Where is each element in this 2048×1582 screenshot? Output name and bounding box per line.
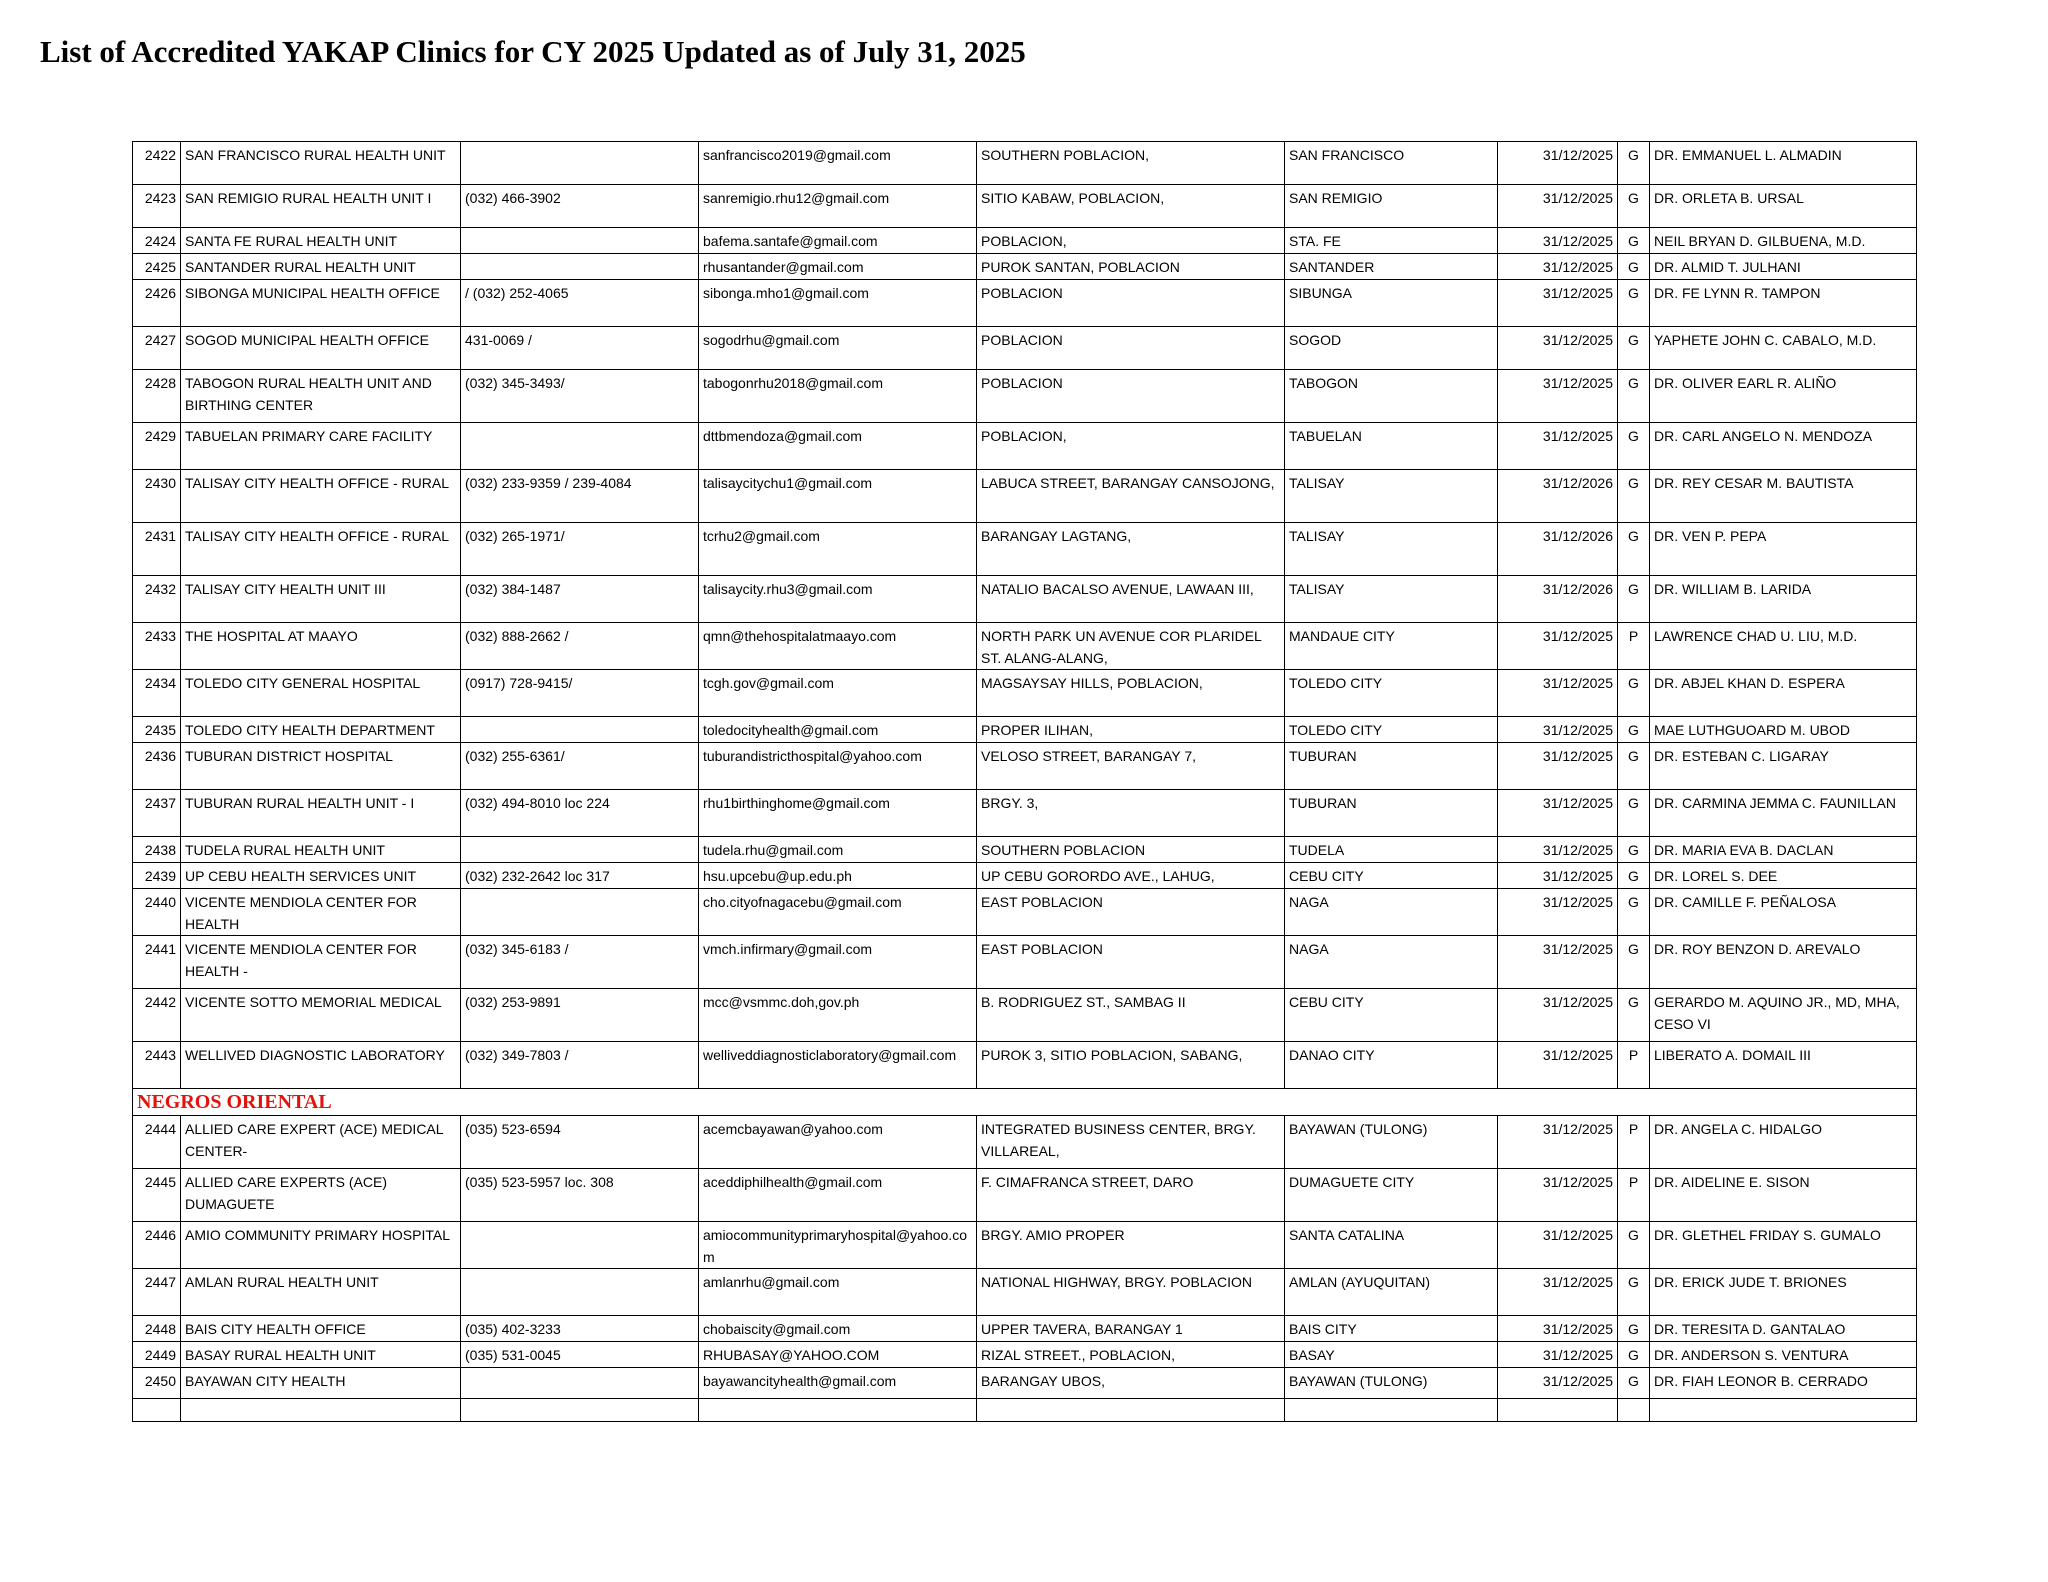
clinic-phone bbox=[461, 717, 699, 743]
clinic-email: qmn@thehospitalatmaayo.com bbox=[699, 623, 977, 670]
clinic-address: UPPER TAVERA, BARANGAY 1 bbox=[977, 1316, 1285, 1342]
clinic-name: BAYAWAN CITY HEALTH bbox=[181, 1368, 461, 1399]
facility-type: G bbox=[1618, 423, 1650, 470]
table-row bbox=[133, 790, 1917, 837]
table-row bbox=[133, 142, 1917, 185]
clinic-address: SITIO KABAW, POBLACION, bbox=[977, 185, 1285, 228]
accreditation-date: 31/12/2025 bbox=[1498, 142, 1618, 185]
clinic-email: toledocityhealth@gmail.com bbox=[699, 717, 977, 743]
clinic-phone: (032) 384-1487 bbox=[461, 576, 699, 623]
clinic-city: SAN REMIGIO bbox=[1285, 185, 1498, 228]
accreditation-date: 31/12/2025 bbox=[1498, 790, 1618, 837]
clinic-phone: (032) 253-9891 bbox=[461, 989, 699, 1042]
clinic-address: POBLACION bbox=[977, 327, 1285, 370]
clinic-number: 2438 bbox=[133, 837, 181, 863]
facility-type: G bbox=[1618, 936, 1650, 989]
clinic-name: TABUELAN PRIMARY CARE FACILITY bbox=[181, 423, 461, 470]
clinic-email: dttbmendoza@gmail.com bbox=[699, 423, 977, 470]
clinic-name: ALLIED CARE EXPERT (ACE) MEDICAL CENTER- bbox=[181, 1116, 461, 1169]
clinic-phone bbox=[461, 254, 699, 280]
clinic-name: VICENTE MENDIOLA CENTER FOR HEALTH - bbox=[181, 936, 461, 989]
facility-type: G bbox=[1618, 863, 1650, 889]
clinic-email: bafema.santafe@gmail.com bbox=[699, 228, 977, 254]
facility-type: G bbox=[1618, 670, 1650, 717]
clinic-city: TUBURAN bbox=[1285, 743, 1498, 790]
clinic-city: BAYAWAN (TULONG) bbox=[1285, 1116, 1498, 1169]
clinic-email: sanfrancisco2019@gmail.com bbox=[699, 142, 977, 185]
clinic-number: 2436 bbox=[133, 743, 181, 790]
facility-type: G bbox=[1618, 470, 1650, 523]
clinic-number: 2441 bbox=[133, 936, 181, 989]
clinic-city: BAIS CITY bbox=[1285, 1316, 1498, 1342]
table-row bbox=[133, 523, 1917, 576]
clinic-phone: (032) 888-2662 / bbox=[461, 623, 699, 670]
clinic-phone: 431-0069 / bbox=[461, 327, 699, 370]
facility-head: DR. ANDERSON S. VENTURA bbox=[1650, 1342, 1917, 1368]
clinic-city: SIBUNGA bbox=[1285, 280, 1498, 327]
accreditation-date: 31/12/2025 bbox=[1498, 1269, 1618, 1316]
facility-type: G bbox=[1618, 228, 1650, 254]
table-row bbox=[133, 185, 1917, 228]
accreditation-date: 31/12/2025 bbox=[1498, 1222, 1618, 1269]
clinic-phone: (032) 255-6361/ bbox=[461, 743, 699, 790]
clinic-name: TUBURAN DISTRICT HOSPITAL bbox=[181, 743, 461, 790]
accreditation-date: 31/12/2026 bbox=[1498, 576, 1618, 623]
clinic-city: BASAY bbox=[1285, 1342, 1498, 1368]
clinic-name: THE HOSPITAL AT MAAYO bbox=[181, 623, 461, 670]
clinic-number: 2447 bbox=[133, 1269, 181, 1316]
clinic-name: WELLIVED DIAGNOSTIC LABORATORY bbox=[181, 1042, 461, 1089]
clinics-rows-negros-oriental bbox=[133, 1116, 1917, 1399]
clinic-name: SAN FRANCISCO RURAL HEALTH UNIT bbox=[181, 142, 461, 185]
facility-type: P bbox=[1618, 1169, 1650, 1222]
facility-head: LAWRENCE CHAD U. LIU, M.D. bbox=[1650, 623, 1917, 670]
clinic-city: SANTA CATALINA bbox=[1285, 1222, 1498, 1269]
facility-type: G bbox=[1618, 142, 1650, 185]
facility-head: DR. MARIA EVA B. DACLAN bbox=[1650, 837, 1917, 863]
clinic-number: 2443 bbox=[133, 1042, 181, 1089]
facility-head: DR. CARMINA JEMMA C. FAUNILLAN bbox=[1650, 790, 1917, 837]
clinic-number: 2437 bbox=[133, 790, 181, 837]
clinic-city: TABUELAN bbox=[1285, 423, 1498, 470]
clinic-number: 2435 bbox=[133, 717, 181, 743]
clinic-number: 2449 bbox=[133, 1342, 181, 1368]
clinic-number: 2426 bbox=[133, 280, 181, 327]
accreditation-date: 31/12/2026 bbox=[1498, 523, 1618, 576]
clinic-city: DANAO CITY bbox=[1285, 1042, 1498, 1089]
table-row bbox=[133, 1169, 1917, 1222]
clinic-number: 2442 bbox=[133, 989, 181, 1042]
facility-head: GERARDO M. AQUINO JR., MD, MHA, CESO VI bbox=[1650, 989, 1917, 1042]
facility-type: G bbox=[1618, 327, 1650, 370]
clinic-phone: (032) 349-7803 / bbox=[461, 1042, 699, 1089]
clinic-phone: (035) 523-5957 loc. 308 bbox=[461, 1169, 699, 1222]
facility-type: G bbox=[1618, 989, 1650, 1042]
facility-type: G bbox=[1618, 254, 1650, 280]
clinic-name: AMLAN RURAL HEALTH UNIT bbox=[181, 1269, 461, 1316]
clinic-name: TOLEDO CITY HEALTH DEPARTMENT bbox=[181, 717, 461, 743]
facility-head: DR. WILLIAM B. LARIDA bbox=[1650, 576, 1917, 623]
accreditation-date: 31/12/2025 bbox=[1498, 280, 1618, 327]
clinic-name: SANTA FE RURAL HEALTH UNIT bbox=[181, 228, 461, 254]
table-row bbox=[133, 989, 1917, 1042]
table-row bbox=[133, 1269, 1917, 1316]
clinic-phone: (035) 523-6594 bbox=[461, 1116, 699, 1169]
accreditation-date: 31/12/2025 bbox=[1498, 1342, 1618, 1368]
clinic-city: CEBU CITY bbox=[1285, 989, 1498, 1042]
clinic-name: TUBURAN RURAL HEALTH UNIT - I bbox=[181, 790, 461, 837]
clinic-email: tuburandistricthospital@yahoo.com bbox=[699, 743, 977, 790]
clinic-phone: (032) 232-2642 loc 317 bbox=[461, 863, 699, 889]
clinic-city: TOLEDO CITY bbox=[1285, 670, 1498, 717]
clinic-phone: (032) 265-1971/ bbox=[461, 523, 699, 576]
facility-type: G bbox=[1618, 837, 1650, 863]
clinic-name: TALISAY CITY HEALTH OFFICE - RURAL bbox=[181, 523, 461, 576]
accreditation-date: 31/12/2025 bbox=[1498, 228, 1618, 254]
clinic-email: rhusantander@gmail.com bbox=[699, 254, 977, 280]
accreditation-date: 31/12/2026 bbox=[1498, 470, 1618, 523]
table-row bbox=[133, 1368, 1917, 1399]
clinic-city: TABOGON bbox=[1285, 370, 1498, 423]
clinic-number: 2431 bbox=[133, 523, 181, 576]
clinic-email: vmch.infirmary@gmail.com bbox=[699, 936, 977, 989]
clinic-email: tabogonrhu2018@gmail.com bbox=[699, 370, 977, 423]
clinic-name: UP CEBU HEALTH SERVICES UNIT bbox=[181, 863, 461, 889]
accreditation-date: 31/12/2025 bbox=[1498, 185, 1618, 228]
accreditation-date: 31/12/2025 bbox=[1498, 1368, 1618, 1399]
facility-type: G bbox=[1618, 1316, 1650, 1342]
accreditation-date: 31/12/2025 bbox=[1498, 254, 1618, 280]
clinic-name: BASAY RURAL HEALTH UNIT bbox=[181, 1342, 461, 1368]
clinic-number: 2427 bbox=[133, 327, 181, 370]
facility-type: P bbox=[1618, 623, 1650, 670]
table-row bbox=[133, 717, 1917, 743]
clinic-address: NATIONAL HIGHWAY, BRGY. POBLACION bbox=[977, 1269, 1285, 1316]
facility-type: G bbox=[1618, 1269, 1650, 1316]
table-row bbox=[133, 889, 1917, 936]
clinic-phone: (0917) 728-9415/ bbox=[461, 670, 699, 717]
facility-head: DR. LOREL S. DEE bbox=[1650, 863, 1917, 889]
clinic-email: tudela.rhu@gmail.com bbox=[699, 837, 977, 863]
clinic-address: BRGY. AMIO PROPER bbox=[977, 1222, 1285, 1269]
table-row bbox=[133, 1316, 1917, 1342]
clinic-address: POBLACION, bbox=[977, 423, 1285, 470]
facility-head: YAPHETE JOHN C. CABALO, M.D. bbox=[1650, 327, 1917, 370]
table-row bbox=[133, 254, 1917, 280]
facility-type: G bbox=[1618, 717, 1650, 743]
facility-head: DR. AIDELINE E. SISON bbox=[1650, 1169, 1917, 1222]
clinic-name: SOGOD MUNICIPAL HEALTH OFFICE bbox=[181, 327, 461, 370]
clinic-phone bbox=[461, 228, 699, 254]
clinic-number: 2430 bbox=[133, 470, 181, 523]
table-row bbox=[133, 863, 1917, 889]
accreditation-date: 31/12/2025 bbox=[1498, 1316, 1618, 1342]
clinic-number: 2425 bbox=[133, 254, 181, 280]
clinic-number: 2450 bbox=[133, 1368, 181, 1399]
clinic-phone bbox=[461, 1269, 699, 1316]
clinic-email: acemcbayawan@yahoo.com bbox=[699, 1116, 977, 1169]
accreditation-date: 31/12/2025 bbox=[1498, 623, 1618, 670]
table-row bbox=[133, 1222, 1917, 1269]
clinic-address: PROPER ILIHAN, bbox=[977, 717, 1285, 743]
clinic-email: amiocommunityprimaryhospital@yahoo.com bbox=[699, 1222, 977, 1269]
clinic-address: PUROK SANTAN, POBLACION bbox=[977, 254, 1285, 280]
section-negros-oriental bbox=[133, 1089, 1917, 1116]
clinic-phone: (035) 531-0045 bbox=[461, 1342, 699, 1368]
clinic-email: sogodrhu@gmail.com bbox=[699, 327, 977, 370]
table-row bbox=[133, 1116, 1917, 1169]
clinic-city: SAN FRANCISCO bbox=[1285, 142, 1498, 185]
clinic-number: 2446 bbox=[133, 1222, 181, 1269]
facility-head: DR. ALMID T. JULHANI bbox=[1650, 254, 1917, 280]
clinics-table bbox=[132, 141, 1917, 1422]
clinic-phone bbox=[461, 1368, 699, 1399]
table-row bbox=[133, 576, 1917, 623]
table-row bbox=[133, 936, 1917, 989]
clinic-name: BAIS CITY HEALTH OFFICE bbox=[181, 1316, 461, 1342]
clinic-address: F. CIMAFRANCA STREET, DARO bbox=[977, 1169, 1285, 1222]
table-bottom-spacer bbox=[133, 1399, 1917, 1422]
clinics-rows-cebu bbox=[133, 142, 1917, 1089]
facility-head: DR. GLETHEL FRIDAY S. GUMALO bbox=[1650, 1222, 1917, 1269]
clinic-city: TALISAY bbox=[1285, 523, 1498, 576]
facility-type: P bbox=[1618, 1116, 1650, 1169]
accreditation-date: 31/12/2025 bbox=[1498, 989, 1618, 1042]
accreditation-date: 31/12/2025 bbox=[1498, 837, 1618, 863]
facility-type: G bbox=[1618, 370, 1650, 423]
clinic-number: 2432 bbox=[133, 576, 181, 623]
clinic-name: VICENTE MENDIOLA CENTER FOR HEALTH bbox=[181, 889, 461, 936]
clinic-city: TUDELA bbox=[1285, 837, 1498, 863]
facility-head: LIBERATO A. DOMAIL III bbox=[1650, 1042, 1917, 1089]
clinic-email: tcgh.gov@gmail.com bbox=[699, 670, 977, 717]
clinic-email: talisaycity.rhu3@gmail.com bbox=[699, 576, 977, 623]
clinic-phone: (035) 402-3233 bbox=[461, 1316, 699, 1342]
clinic-email: sanremigio.rhu12@gmail.com bbox=[699, 185, 977, 228]
table-row bbox=[133, 1342, 1917, 1368]
clinic-city: TOLEDO CITY bbox=[1285, 717, 1498, 743]
clinic-address: POBLACION bbox=[977, 370, 1285, 423]
facility-head: NEIL BRYAN D. GILBUENA, M.D. bbox=[1650, 228, 1917, 254]
clinic-email: talisaycitychu1@gmail.com bbox=[699, 470, 977, 523]
table-row bbox=[133, 743, 1917, 790]
facility-head: DR. ORLETA B. URSAL bbox=[1650, 185, 1917, 228]
clinic-name: SANTANDER RURAL HEALTH UNIT bbox=[181, 254, 461, 280]
clinic-name: SAN REMIGIO RURAL HEALTH UNIT I bbox=[181, 185, 461, 228]
clinic-phone: / (032) 252-4065 bbox=[461, 280, 699, 327]
clinic-phone bbox=[461, 837, 699, 863]
clinic-address: NORTH PARK UN AVENUE COR PLARIDEL ST. ALANG-ALANG, bbox=[977, 623, 1285, 670]
clinic-number: 2433 bbox=[133, 623, 181, 670]
facility-head: MAE LUTHGUOARD M. UBOD bbox=[1650, 717, 1917, 743]
clinic-city: SOGOD bbox=[1285, 327, 1498, 370]
accreditation-date: 31/12/2025 bbox=[1498, 743, 1618, 790]
facility-head: DR. CARL ANGELO N. MENDOZA bbox=[1650, 423, 1917, 470]
facility-type: G bbox=[1618, 576, 1650, 623]
clinic-city: MANDAUE CITY bbox=[1285, 623, 1498, 670]
table-row bbox=[133, 327, 1917, 370]
facility-head: DR. CAMILLE F. PEÑALOSA bbox=[1650, 889, 1917, 936]
facility-type: G bbox=[1618, 1368, 1650, 1399]
clinic-number: 2422 bbox=[133, 142, 181, 185]
clinic-address: BARANGAY LAGTANG, bbox=[977, 523, 1285, 576]
clinic-phone: (032) 466-3902 bbox=[461, 185, 699, 228]
clinic-number: 2440 bbox=[133, 889, 181, 936]
clinic-city: BAYAWAN (TULONG) bbox=[1285, 1368, 1498, 1399]
clinic-address: BRGY. 3, bbox=[977, 790, 1285, 837]
clinic-city: CEBU CITY bbox=[1285, 863, 1498, 889]
section-heading: NEGROS ORIENTAL bbox=[133, 1089, 1917, 1116]
clinic-email: welliveddiagnosticlaboratory@gmail.com bbox=[699, 1042, 977, 1089]
clinic-phone bbox=[461, 423, 699, 470]
clinic-email: rhu1birthinghome@gmail.com bbox=[699, 790, 977, 837]
clinic-number: 2429 bbox=[133, 423, 181, 470]
table-row bbox=[133, 623, 1917, 670]
facility-type: G bbox=[1618, 185, 1650, 228]
clinic-address: UP CEBU GORORDO AVE., LAHUG, bbox=[977, 863, 1285, 889]
facility-head: DR. ABJEL KHAN D. ESPERA bbox=[1650, 670, 1917, 717]
clinic-name: VICENTE SOTTO MEMORIAL MEDICAL bbox=[181, 989, 461, 1042]
clinic-number: 2434 bbox=[133, 670, 181, 717]
clinic-address: POBLACION bbox=[977, 280, 1285, 327]
clinic-address: LABUCA STREET, BARANGAY CANSOJONG, bbox=[977, 470, 1285, 523]
facility-head: DR. REY CESAR M. BAUTISTA bbox=[1650, 470, 1917, 523]
clinic-name: TALISAY CITY HEALTH UNIT III bbox=[181, 576, 461, 623]
facility-type: P bbox=[1618, 1042, 1650, 1089]
clinic-name: TOLEDO CITY GENERAL HOSPITAL bbox=[181, 670, 461, 717]
facility-head: DR. TERESITA D. GANTALAO bbox=[1650, 1316, 1917, 1342]
clinic-city: AMLAN (AYUQUITAN) bbox=[1285, 1269, 1498, 1316]
facility-type: G bbox=[1618, 1342, 1650, 1368]
clinic-address: NATALIO BACALSO AVENUE, LAWAAN III, bbox=[977, 576, 1285, 623]
table-row bbox=[133, 1042, 1917, 1089]
clinic-name: TALISAY CITY HEALTH OFFICE - RURAL bbox=[181, 470, 461, 523]
clinic-address: BARANGAY UBOS, bbox=[977, 1368, 1285, 1399]
clinic-number: 2445 bbox=[133, 1169, 181, 1222]
clinic-phone: (032) 345-3493/ bbox=[461, 370, 699, 423]
facility-head: DR. ERICK JUDE T. BRIONES bbox=[1650, 1269, 1917, 1316]
clinic-city: SANTANDER bbox=[1285, 254, 1498, 280]
clinic-email: RHUBASAY@YAHOO.COM bbox=[699, 1342, 977, 1368]
facility-type: G bbox=[1618, 280, 1650, 327]
facility-head: DR. VEN P. PEPA bbox=[1650, 523, 1917, 576]
clinic-email: bayawancityhealth@gmail.com bbox=[699, 1368, 977, 1399]
table-row bbox=[133, 280, 1917, 327]
clinic-email: tcrhu2@gmail.com bbox=[699, 523, 977, 576]
clinic-address: POBLACION, bbox=[977, 228, 1285, 254]
accreditation-date: 31/12/2025 bbox=[1498, 670, 1618, 717]
clinic-email: amlanrhu@gmail.com bbox=[699, 1269, 977, 1316]
clinic-address: EAST POBLACION bbox=[977, 936, 1285, 989]
table-row bbox=[133, 470, 1917, 523]
table-row bbox=[133, 228, 1917, 254]
clinic-city: STA. FE bbox=[1285, 228, 1498, 254]
clinic-address: SOUTHERN POBLACION, bbox=[977, 142, 1285, 185]
clinic-address: SOUTHERN POBLACION bbox=[977, 837, 1285, 863]
clinic-number: 2448 bbox=[133, 1316, 181, 1342]
facility-type: G bbox=[1618, 1222, 1650, 1269]
clinic-phone bbox=[461, 142, 699, 185]
accreditation-date: 31/12/2025 bbox=[1498, 370, 1618, 423]
clinic-address: INTEGRATED BUSINESS CENTER, BRGY. VILLAREAL, bbox=[977, 1116, 1285, 1169]
clinic-email: hsu.upcebu@up.edu.ph bbox=[699, 863, 977, 889]
accreditation-date: 31/12/2025 bbox=[1498, 1116, 1618, 1169]
facility-head: DR. FE LYNN R. TAMPON bbox=[1650, 280, 1917, 327]
facility-head: DR. OLIVER EARL R. ALIÑO bbox=[1650, 370, 1917, 423]
accreditation-date: 31/12/2025 bbox=[1498, 1169, 1618, 1222]
table-row bbox=[133, 837, 1917, 863]
facility-head: DR. ESTEBAN C. LIGARAY bbox=[1650, 743, 1917, 790]
clinic-city: NAGA bbox=[1285, 936, 1498, 989]
clinic-name: ALLIED CARE EXPERTS (ACE) DUMAGUETE bbox=[181, 1169, 461, 1222]
clinic-city: NAGA bbox=[1285, 889, 1498, 936]
accreditation-date: 31/12/2025 bbox=[1498, 327, 1618, 370]
section-heading-row bbox=[133, 1089, 1917, 1116]
clinic-name: AMIO COMMUNITY PRIMARY HOSPITAL bbox=[181, 1222, 461, 1269]
clinic-number: 2423 bbox=[133, 185, 181, 228]
facility-type: G bbox=[1618, 889, 1650, 936]
clinic-email: sibonga.mho1@gmail.com bbox=[699, 280, 977, 327]
clinic-phone bbox=[461, 1222, 699, 1269]
facility-type: G bbox=[1618, 743, 1650, 790]
facility-head: DR. ANGELA C. HIDALGO bbox=[1650, 1116, 1917, 1169]
clinic-number: 2439 bbox=[133, 863, 181, 889]
clinic-phone bbox=[461, 889, 699, 936]
clinic-address: MAGSAYSAY HILLS, POBLACION, bbox=[977, 670, 1285, 717]
accreditation-date: 31/12/2025 bbox=[1498, 717, 1618, 743]
clinic-address: PUROK 3, SITIO POBLACION, SABANG, bbox=[977, 1042, 1285, 1089]
clinic-name: TUDELA RURAL HEALTH UNIT bbox=[181, 837, 461, 863]
table-row bbox=[133, 423, 1917, 470]
clinic-city: TUBURAN bbox=[1285, 790, 1498, 837]
clinic-city: DUMAGUETE CITY bbox=[1285, 1169, 1498, 1222]
clinic-address: VELOSO STREET, BARANGAY 7, bbox=[977, 743, 1285, 790]
clinic-email: chobaiscity@gmail.com bbox=[699, 1316, 977, 1342]
clinic-phone: (032) 345-6183 / bbox=[461, 936, 699, 989]
clinic-email: mcc@vsmmc.doh,gov.ph bbox=[699, 989, 977, 1042]
clinic-address: B. RODRIGUEZ ST., SAMBAG II bbox=[977, 989, 1285, 1042]
clinic-email: cho.cityofnagacebu@gmail.com bbox=[699, 889, 977, 936]
accreditation-date: 31/12/2025 bbox=[1498, 423, 1618, 470]
facility-head: DR. ROY BENZON D. AREVALO bbox=[1650, 936, 1917, 989]
clinic-number: 2444 bbox=[133, 1116, 181, 1169]
facility-type: G bbox=[1618, 523, 1650, 576]
clinic-phone: (032) 494-8010 loc 224 bbox=[461, 790, 699, 837]
clinic-number: 2428 bbox=[133, 370, 181, 423]
clinic-name: TABOGON RURAL HEALTH UNIT AND BIRTHING CENTER bbox=[181, 370, 461, 423]
clinic-address: EAST POBLACION bbox=[977, 889, 1285, 936]
clinic-address: RIZAL STREET., POBLACION, bbox=[977, 1342, 1285, 1368]
page-title: List of Accredited YAKAP Clinics for CY 2025 Updated as of July 31, 2025 bbox=[40, 34, 1026, 69]
facility-head: DR. EMMANUEL L. ALMADIN bbox=[1650, 142, 1917, 185]
clinic-email: aceddiphilhealth@gmail.com bbox=[699, 1169, 977, 1222]
accreditation-date: 31/12/2025 bbox=[1498, 936, 1618, 989]
accreditation-date: 31/12/2025 bbox=[1498, 1042, 1618, 1089]
clinic-phone: (032) 233-9359 / 239-4084 bbox=[461, 470, 699, 523]
clinic-name: SIBONGA MUNICIPAL HEALTH OFFICE bbox=[181, 280, 461, 327]
table-row bbox=[133, 670, 1917, 717]
clinic-number: 2424 bbox=[133, 228, 181, 254]
facility-type: G bbox=[1618, 790, 1650, 837]
clinic-city: TALISAY bbox=[1285, 470, 1498, 523]
clinic-city: TALISAY bbox=[1285, 576, 1498, 623]
accreditation-date: 31/12/2025 bbox=[1498, 889, 1618, 936]
accreditation-date: 31/12/2025 bbox=[1498, 863, 1618, 889]
table-row bbox=[133, 370, 1917, 423]
facility-head: DR. FIAH LEONOR B. CERRADO bbox=[1650, 1368, 1917, 1399]
